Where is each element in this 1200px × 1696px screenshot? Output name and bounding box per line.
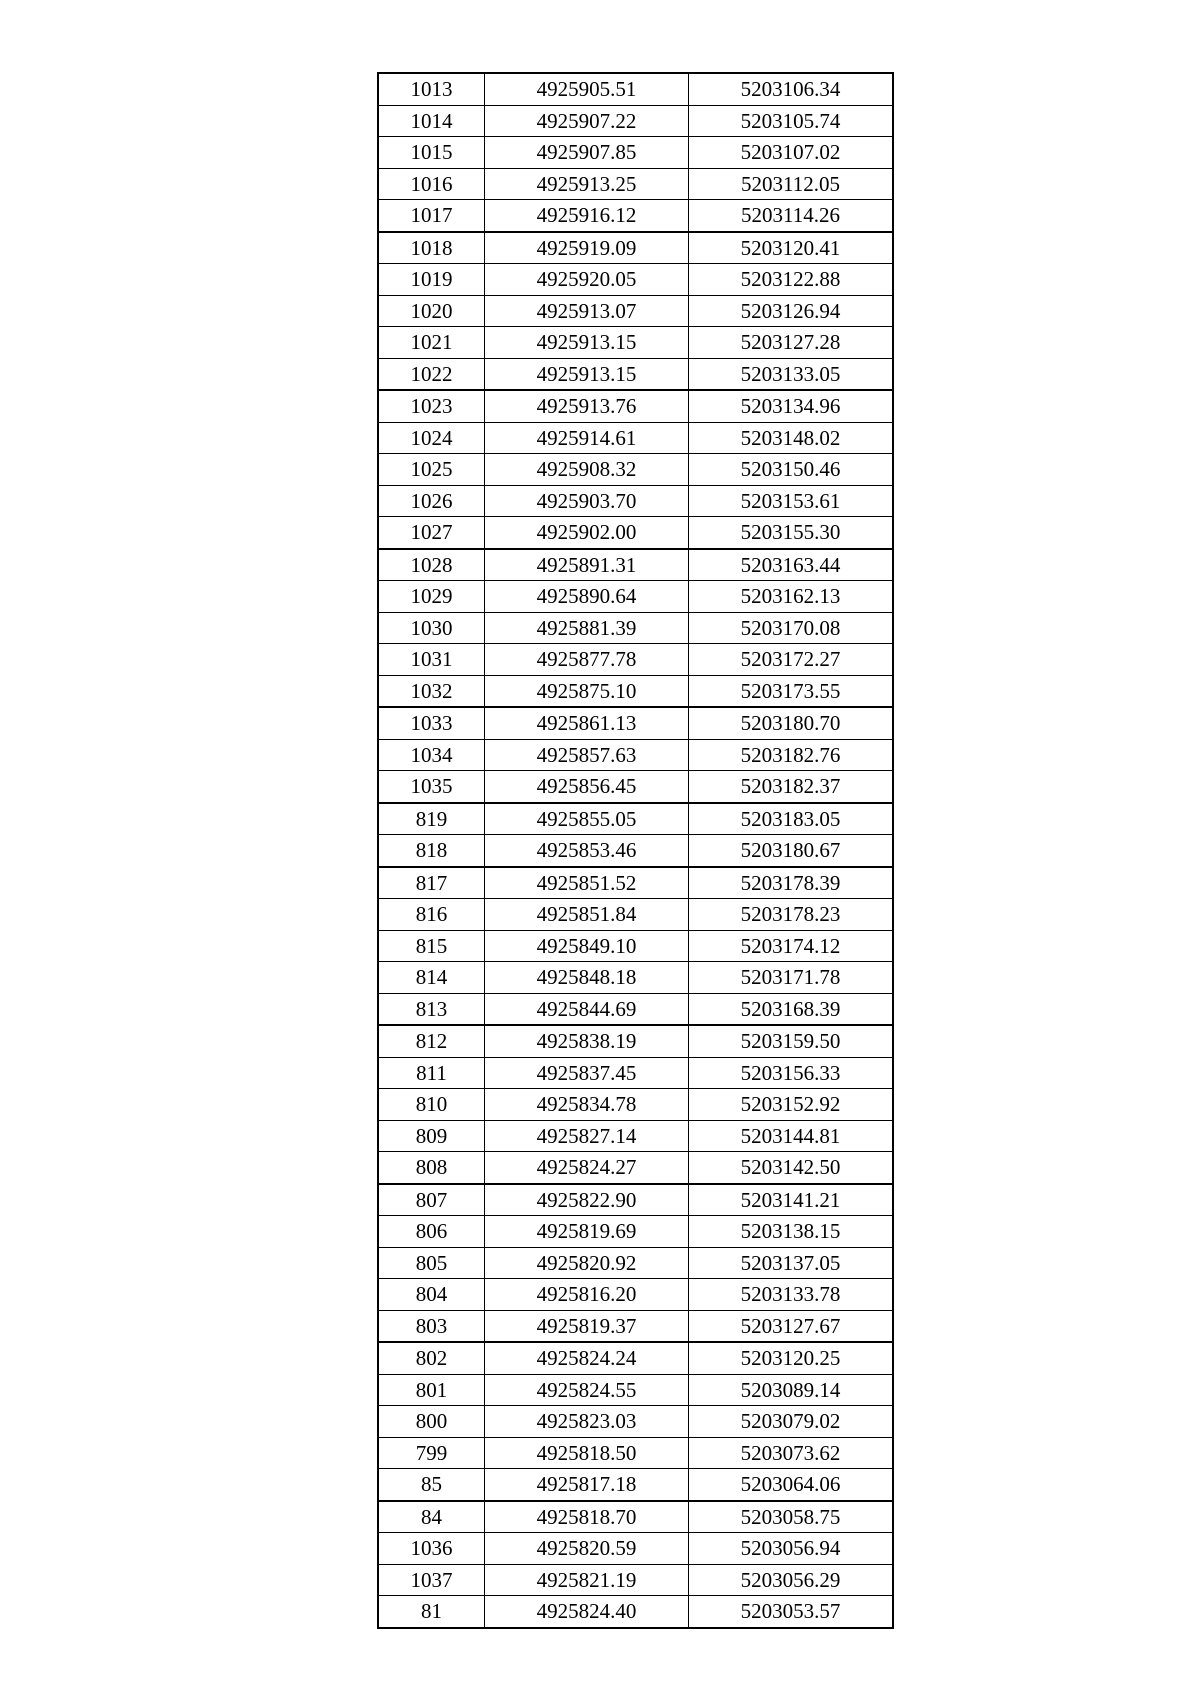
point-number-cell: 804 xyxy=(378,1279,485,1311)
table-row xyxy=(378,358,893,390)
x-coordinate-cell: 4925819.37 xyxy=(485,1310,689,1342)
table-row xyxy=(378,232,893,264)
x-coordinate-cell: 4925902.00 xyxy=(485,517,689,549)
y-coordinate-cell: 5203058.75 xyxy=(689,1501,894,1533)
x-coordinate-cell: 4925827.14 xyxy=(485,1120,689,1152)
table-row xyxy=(378,1501,893,1533)
y-coordinate-cell: 5203178.39 xyxy=(689,867,894,899)
table-row xyxy=(378,1406,893,1438)
point-number-cell: 1027 xyxy=(378,517,485,549)
y-coordinate-cell: 5203122.88 xyxy=(689,264,894,296)
point-number-cell: 818 xyxy=(378,835,485,867)
point-number-cell: 1020 xyxy=(378,295,485,327)
y-coordinate-cell: 5203142.50 xyxy=(689,1152,894,1184)
point-number-cell: 1018 xyxy=(378,232,485,264)
point-number-cell: 81 xyxy=(378,1596,485,1628)
x-coordinate-cell: 4925844.69 xyxy=(485,993,689,1025)
y-coordinate-cell: 5203112.05 xyxy=(689,168,894,200)
point-number-cell: 1034 xyxy=(378,739,485,771)
y-coordinate-cell: 5203172.27 xyxy=(689,644,894,676)
y-coordinate-cell: 5203155.30 xyxy=(689,517,894,549)
y-coordinate-cell: 5203178.23 xyxy=(689,899,894,931)
table-row xyxy=(378,1057,893,1089)
coordinate-table-body xyxy=(378,73,893,1628)
point-number-cell: 1031 xyxy=(378,644,485,676)
table-row xyxy=(378,1437,893,1469)
table-row xyxy=(378,390,893,422)
y-coordinate-cell: 5203105.74 xyxy=(689,105,894,137)
table-row xyxy=(378,1469,893,1501)
table-row xyxy=(378,1533,893,1565)
table-row xyxy=(378,549,893,581)
table-row xyxy=(378,835,893,867)
y-coordinate-cell: 5203133.05 xyxy=(689,358,894,390)
x-coordinate-cell: 4925821.19 xyxy=(485,1564,689,1596)
table-row xyxy=(378,675,893,707)
point-number-cell: 817 xyxy=(378,867,485,899)
y-coordinate-cell: 5203152.92 xyxy=(689,1089,894,1121)
x-coordinate-cell: 4925907.85 xyxy=(485,137,689,169)
x-coordinate-cell: 4925913.15 xyxy=(485,327,689,359)
y-coordinate-cell: 5203150.46 xyxy=(689,454,894,486)
point-number-cell: 800 xyxy=(378,1406,485,1438)
y-coordinate-cell: 5203182.37 xyxy=(689,771,894,803)
y-coordinate-cell: 5203162.13 xyxy=(689,581,894,613)
table-row xyxy=(378,1216,893,1248)
point-number-cell: 1014 xyxy=(378,105,485,137)
point-number-cell: 1024 xyxy=(378,422,485,454)
table-row xyxy=(378,962,893,994)
x-coordinate-cell: 4925837.45 xyxy=(485,1057,689,1089)
table-row xyxy=(378,993,893,1025)
x-coordinate-cell: 4925891.31 xyxy=(485,549,689,581)
point-number-cell: 1028 xyxy=(378,549,485,581)
point-number-cell: 805 xyxy=(378,1247,485,1279)
point-number-cell: 815 xyxy=(378,930,485,962)
table-row xyxy=(378,1152,893,1184)
table-row xyxy=(378,1342,893,1374)
table-row xyxy=(378,1279,893,1311)
y-coordinate-cell: 5203171.78 xyxy=(689,962,894,994)
point-number-cell: 807 xyxy=(378,1184,485,1216)
point-number-cell: 1015 xyxy=(378,137,485,169)
x-coordinate-cell: 4925824.55 xyxy=(485,1374,689,1406)
table-row xyxy=(378,803,893,835)
x-coordinate-cell: 4925877.78 xyxy=(485,644,689,676)
y-coordinate-cell: 5203137.05 xyxy=(689,1247,894,1279)
table-row xyxy=(378,454,893,486)
point-number-cell: 1025 xyxy=(378,454,485,486)
x-coordinate-cell: 4925920.05 xyxy=(485,264,689,296)
table-row xyxy=(378,485,893,517)
table-row xyxy=(378,1184,893,1216)
x-coordinate-cell: 4925824.40 xyxy=(485,1596,689,1628)
point-number-cell: 819 xyxy=(378,803,485,835)
table-row xyxy=(378,771,893,803)
y-coordinate-cell: 5203156.33 xyxy=(689,1057,894,1089)
point-number-cell: 85 xyxy=(378,1469,485,1501)
point-number-cell: 799 xyxy=(378,1437,485,1469)
point-number-cell: 1029 xyxy=(378,581,485,613)
point-number-cell: 1026 xyxy=(378,485,485,517)
table-row xyxy=(378,1310,893,1342)
y-coordinate-cell: 5203127.67 xyxy=(689,1310,894,1342)
point-number-cell: 811 xyxy=(378,1057,485,1089)
x-coordinate-cell: 4925823.03 xyxy=(485,1406,689,1438)
y-coordinate-cell: 5203056.94 xyxy=(689,1533,894,1565)
y-coordinate-cell: 5203056.29 xyxy=(689,1564,894,1596)
table-row xyxy=(378,1120,893,1152)
x-coordinate-cell: 4925818.50 xyxy=(485,1437,689,1469)
table-row xyxy=(378,137,893,169)
x-coordinate-cell: 4925875.10 xyxy=(485,675,689,707)
point-number-cell: 806 xyxy=(378,1216,485,1248)
x-coordinate-cell: 4925913.76 xyxy=(485,390,689,422)
y-coordinate-cell: 5203159.50 xyxy=(689,1025,894,1057)
point-number-cell: 84 xyxy=(378,1501,485,1533)
x-coordinate-cell: 4925824.24 xyxy=(485,1342,689,1374)
table-row xyxy=(378,1374,893,1406)
point-number-cell: 814 xyxy=(378,962,485,994)
table-row xyxy=(378,73,893,105)
y-coordinate-cell: 5203148.02 xyxy=(689,422,894,454)
y-coordinate-cell: 5203053.57 xyxy=(689,1596,894,1628)
x-coordinate-cell: 4925890.64 xyxy=(485,581,689,613)
y-coordinate-cell: 5203127.28 xyxy=(689,327,894,359)
table-row xyxy=(378,1596,893,1628)
point-number-cell: 1021 xyxy=(378,327,485,359)
y-coordinate-cell: 5203089.14 xyxy=(689,1374,894,1406)
x-coordinate-cell: 4925914.61 xyxy=(485,422,689,454)
y-coordinate-cell: 5203183.05 xyxy=(689,803,894,835)
y-coordinate-cell: 5203079.02 xyxy=(689,1406,894,1438)
y-coordinate-cell: 5203073.62 xyxy=(689,1437,894,1469)
coordinate-table xyxy=(377,72,894,1629)
x-coordinate-cell: 4925816.20 xyxy=(485,1279,689,1311)
x-coordinate-cell: 4925916.12 xyxy=(485,200,689,232)
y-coordinate-cell: 5203114.26 xyxy=(689,200,894,232)
x-coordinate-cell: 4925913.07 xyxy=(485,295,689,327)
y-coordinate-cell: 5203170.08 xyxy=(689,612,894,644)
x-coordinate-cell: 4925817.18 xyxy=(485,1469,689,1501)
table-row xyxy=(378,930,893,962)
point-number-cell: 809 xyxy=(378,1120,485,1152)
point-number-cell: 1032 xyxy=(378,675,485,707)
table-row xyxy=(378,899,893,931)
point-number-cell: 1035 xyxy=(378,771,485,803)
table-row xyxy=(378,867,893,899)
y-coordinate-cell: 5203133.78 xyxy=(689,1279,894,1311)
table-row xyxy=(378,200,893,232)
y-coordinate-cell: 5203180.67 xyxy=(689,835,894,867)
x-coordinate-cell: 4925903.70 xyxy=(485,485,689,517)
point-number-cell: 1036 xyxy=(378,1533,485,1565)
x-coordinate-cell: 4925913.15 xyxy=(485,358,689,390)
x-coordinate-cell: 4925818.70 xyxy=(485,1501,689,1533)
x-coordinate-cell: 4925819.69 xyxy=(485,1216,689,1248)
x-coordinate-cell: 4925849.10 xyxy=(485,930,689,962)
point-number-cell: 1023 xyxy=(378,390,485,422)
table-row xyxy=(378,327,893,359)
x-coordinate-cell: 4925855.05 xyxy=(485,803,689,835)
y-coordinate-cell: 5203174.12 xyxy=(689,930,894,962)
y-coordinate-cell: 5203134.96 xyxy=(689,390,894,422)
point-number-cell: 816 xyxy=(378,899,485,931)
x-coordinate-cell: 4925834.78 xyxy=(485,1089,689,1121)
y-coordinate-cell: 5203180.70 xyxy=(689,707,894,739)
point-number-cell: 1030 xyxy=(378,612,485,644)
table-row xyxy=(378,644,893,676)
x-coordinate-cell: 4925913.25 xyxy=(485,168,689,200)
y-coordinate-cell: 5203182.76 xyxy=(689,739,894,771)
y-coordinate-cell: 5203106.34 xyxy=(689,73,894,105)
x-coordinate-cell: 4925861.13 xyxy=(485,707,689,739)
table-row xyxy=(378,1247,893,1279)
x-coordinate-cell: 4925856.45 xyxy=(485,771,689,803)
x-coordinate-cell: 4925919.09 xyxy=(485,232,689,264)
x-coordinate-cell: 4925857.63 xyxy=(485,739,689,771)
table-row xyxy=(378,295,893,327)
y-coordinate-cell: 5203144.81 xyxy=(689,1120,894,1152)
table-row xyxy=(378,1025,893,1057)
x-coordinate-cell: 4925905.51 xyxy=(485,73,689,105)
table-row xyxy=(378,105,893,137)
point-number-cell: 803 xyxy=(378,1310,485,1342)
point-number-cell: 808 xyxy=(378,1152,485,1184)
y-coordinate-cell: 5203126.94 xyxy=(689,295,894,327)
x-coordinate-cell: 4925824.27 xyxy=(485,1152,689,1184)
x-coordinate-cell: 4925851.84 xyxy=(485,899,689,931)
table-row xyxy=(378,1564,893,1596)
x-coordinate-cell: 4925853.46 xyxy=(485,835,689,867)
x-coordinate-cell: 4925881.39 xyxy=(485,612,689,644)
y-coordinate-cell: 5203141.21 xyxy=(689,1184,894,1216)
table-row xyxy=(378,168,893,200)
table-row xyxy=(378,612,893,644)
table-row xyxy=(378,422,893,454)
point-number-cell: 801 xyxy=(378,1374,485,1406)
y-coordinate-cell: 5203153.61 xyxy=(689,485,894,517)
point-number-cell: 1019 xyxy=(378,264,485,296)
table-row xyxy=(378,264,893,296)
y-coordinate-cell: 5203173.55 xyxy=(689,675,894,707)
y-coordinate-cell: 5203107.02 xyxy=(689,137,894,169)
table-row xyxy=(378,517,893,549)
point-number-cell: 802 xyxy=(378,1342,485,1374)
point-number-cell: 1017 xyxy=(378,200,485,232)
x-coordinate-cell: 4925848.18 xyxy=(485,962,689,994)
x-coordinate-cell: 4925908.32 xyxy=(485,454,689,486)
y-coordinate-cell: 5203138.15 xyxy=(689,1216,894,1248)
y-coordinate-cell: 5203064.06 xyxy=(689,1469,894,1501)
point-number-cell: 813 xyxy=(378,993,485,1025)
x-coordinate-cell: 4925822.90 xyxy=(485,1184,689,1216)
x-coordinate-cell: 4925820.59 xyxy=(485,1533,689,1565)
point-number-cell: 1037 xyxy=(378,1564,485,1596)
point-number-cell: 1016 xyxy=(378,168,485,200)
x-coordinate-cell: 4925838.19 xyxy=(485,1025,689,1057)
y-coordinate-cell: 5203163.44 xyxy=(689,549,894,581)
y-coordinate-cell: 5203120.41 xyxy=(689,232,894,264)
x-coordinate-cell: 4925820.92 xyxy=(485,1247,689,1279)
x-coordinate-cell: 4925907.22 xyxy=(485,105,689,137)
y-coordinate-cell: 5203120.25 xyxy=(689,1342,894,1374)
point-number-cell: 812 xyxy=(378,1025,485,1057)
point-number-cell: 1033 xyxy=(378,707,485,739)
table-row xyxy=(378,739,893,771)
y-coordinate-cell: 5203168.39 xyxy=(689,993,894,1025)
point-number-cell: 1022 xyxy=(378,358,485,390)
x-coordinate-cell: 4925851.52 xyxy=(485,867,689,899)
point-number-cell: 810 xyxy=(378,1089,485,1121)
table-row xyxy=(378,581,893,613)
table-row xyxy=(378,1089,893,1121)
table-row xyxy=(378,707,893,739)
point-number-cell: 1013 xyxy=(378,73,485,105)
